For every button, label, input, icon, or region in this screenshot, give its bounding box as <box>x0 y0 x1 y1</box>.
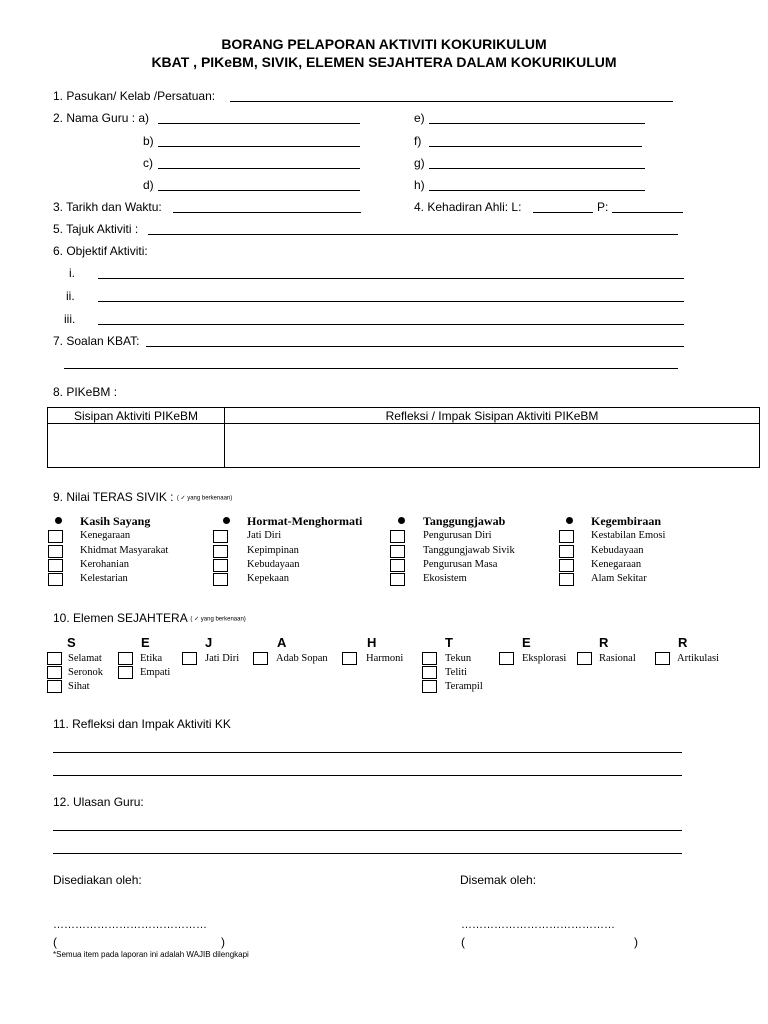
guru-e-label: e) <box>414 111 425 125</box>
soalan-field-2[interactable] <box>64 368 678 369</box>
pasukan-field[interactable] <box>230 101 673 102</box>
kehadiran-l-field[interactable] <box>533 212 593 213</box>
guru-a-field[interactable] <box>158 123 360 124</box>
checkbox-khidmat-masyarakat[interactable] <box>48 545 63 558</box>
checkbox-teliti[interactable] <box>422 666 437 679</box>
pikebm-col2-header: Refleksi / Impak Sisipan Aktiviti PIKeBM <box>225 408 760 424</box>
ulasan-label: 12. Ulasan Guru: <box>53 795 144 809</box>
sejahtera-item: Empati <box>140 667 171 678</box>
pasukan-label: 1. Pasukan/ Kelab /Persatuan: <box>53 89 216 103</box>
sivik-item: Kebudayaan <box>247 559 300 570</box>
checkbox-artikulasi[interactable] <box>655 652 670 665</box>
guru-b-field[interactable] <box>158 146 360 147</box>
guru-g-field[interactable] <box>429 168 645 169</box>
checkbox-kepekaan[interactable] <box>213 573 228 586</box>
disediakan-label: Disediakan oleh: <box>53 873 142 887</box>
disediakan-signature-dots[interactable]: …………………………………… <box>53 919 207 931</box>
sivik-item: Khidmat Masyarakat <box>80 545 169 556</box>
checkbox-tanggungjawab-sivik[interactable] <box>390 545 405 558</box>
refleksi-label: 11. Refleksi dan Impak Aktiviti KK <box>53 717 231 731</box>
sivik-item: Kebudayaan <box>591 545 644 556</box>
kehadiran-p-label: P: <box>597 200 609 214</box>
nama-guru-label: 2. Nama Guru : a) <box>53 111 150 125</box>
guru-d-field[interactable] <box>158 190 360 191</box>
sejahtera-letter: E <box>141 635 150 650</box>
checkbox-harmoni[interactable] <box>342 652 357 665</box>
form-title-line2: KBAT , PIKeBM, SIVIK, ELEMEN SEJAHTERA DALAM KOKURIKULUM <box>151 54 617 70</box>
sejahtera-item: Adab Sopan <box>276 653 328 664</box>
sejahtera-item: Seronok <box>68 667 103 678</box>
sivik-item: Kenegaraan <box>591 559 642 570</box>
checkbox-kestabilan-emosi[interactable] <box>559 530 574 543</box>
sivik-note: ( ✓ yang berkenaan) <box>176 495 233 502</box>
sejahtera-item: Terampil <box>445 681 483 692</box>
sivik-item: Ekosistem <box>423 573 467 584</box>
guru-c-field[interactable] <box>158 168 360 169</box>
sejahtera-item: Selamat <box>68 653 102 664</box>
sejahtera-letter: T <box>445 635 453 650</box>
pikebm-label: 8. PIKeBM : <box>53 385 118 399</box>
tajuk-field[interactable] <box>148 234 678 235</box>
guru-f-label: f) <box>414 134 422 148</box>
tajuk-label: 5. Tajuk Aktiviti : <box>53 222 139 236</box>
disemak-label: Disemak oleh: <box>460 873 537 887</box>
guru-h-field[interactable] <box>429 190 645 191</box>
sejahtera-item: Artikulasi <box>677 653 719 664</box>
sivik-item: Kepekaan <box>247 573 289 584</box>
disemak-paren-open: ( <box>461 935 465 949</box>
sejahtera-item: Teliti <box>445 667 468 678</box>
sejahtera-letter: E <box>522 635 531 650</box>
sejahtera-letter: J <box>205 635 213 650</box>
pikebm-col1-header: Sisipan Aktiviti PIKeBM <box>48 408 225 424</box>
sivik-item: Jati Diri <box>247 530 282 541</box>
checkbox-terampil[interactable] <box>422 680 437 693</box>
guru-g-label: g) <box>414 156 425 170</box>
objektif-label: 6. Objektif Aktiviti: <box>53 244 148 258</box>
sivik-heading-4: Kegembiraan <box>591 514 661 528</box>
sivik-label: 9. Nilai TERAS SIVIK : ( ✓ yang berkenaan) <box>53 490 233 504</box>
sivik-heading-3: Tanggungjawab <box>423 514 506 528</box>
checkbox-etika[interactable] <box>118 652 133 665</box>
sejahtera-letter: R <box>599 635 609 650</box>
pikebm-table <box>47 407 760 468</box>
checkbox-rasional[interactable] <box>577 652 592 665</box>
pikebm-refleksi-cell[interactable] <box>225 424 760 468</box>
sivik-item: Pengurusan Masa <box>423 559 498 570</box>
guru-d-label: d) <box>143 178 154 192</box>
checkbox-alam-sekitar[interactable] <box>559 573 574 586</box>
checkbox-eksplorasi[interactable] <box>499 652 514 665</box>
soalan-field-1[interactable] <box>146 346 684 347</box>
kehadiran-label: 4. Kehadiran Ahli: L: <box>414 200 522 214</box>
objektif-iii-label: iii. <box>64 312 76 326</box>
sivik-bullet-1 <box>55 517 62 524</box>
guru-c-label: c) <box>143 156 153 170</box>
sejahtera-item: Rasional <box>599 653 636 664</box>
tarikh-label: 3. Tarikh dan Waktu: <box>53 200 162 214</box>
checkbox-ekosistem[interactable] <box>390 573 405 586</box>
guru-f-field[interactable] <box>429 146 642 147</box>
objektif-i-field[interactable] <box>98 278 684 279</box>
sivik-item: Pengurusan Diri <box>423 530 492 541</box>
guru-b-label: b) <box>143 134 154 148</box>
sivik-item: Kenegaraan <box>80 530 131 541</box>
form-title-line1: BORANG PELAPORAN AKTIVITI KOKURIKULUM <box>221 36 547 52</box>
checkbox-sihat[interactable] <box>47 680 62 693</box>
sivik-item: Tanggungjawab Sivik <box>423 545 515 556</box>
checkbox-kepimpinan[interactable] <box>213 545 228 558</box>
sejahtera-letter: A <box>277 635 287 650</box>
soalan-label: 7. Soalan KBAT: <box>53 334 140 348</box>
checkbox-tekun[interactable] <box>422 652 437 665</box>
sivik-item: Kepimpinan <box>247 545 299 556</box>
sejahtera-item: Eksplorasi <box>522 653 567 664</box>
footnote: *Semua item pada laporan ini adalah WAJIB dilengkapi <box>53 950 249 959</box>
checkbox-kerohanian[interactable] <box>48 559 63 572</box>
sivik-item: Kestabilan Emosi <box>591 530 666 541</box>
ulasan-field-2[interactable] <box>53 853 682 854</box>
sejahtera-item: Jati Diri <box>205 653 240 664</box>
pikebm-sisipan-cell[interactable] <box>48 424 225 468</box>
sejahtera-item: Tekun <box>445 653 472 664</box>
checkbox-jati-diri[interactable] <box>213 530 228 543</box>
sivik-heading-2: Hormat-Menghormati <box>247 514 363 528</box>
sejahtera-item: Harmoni <box>366 653 404 664</box>
checkbox-selamat[interactable] <box>47 652 62 665</box>
objektif-iii-field[interactable] <box>98 324 684 325</box>
guru-e-field[interactable] <box>429 123 645 124</box>
sejahtera-letter: R <box>678 635 688 650</box>
checkbox-kelestarian[interactable] <box>48 573 63 586</box>
sejahtera-letter: S <box>67 635 76 650</box>
kehadiran-p-field[interactable] <box>612 212 683 213</box>
sejahtera-item: Etika <box>140 653 163 664</box>
sivik-item: Kelestarian <box>80 573 128 584</box>
sivik-heading-1: Kasih Sayang <box>80 514 151 528</box>
sivik-item: Kerohanian <box>80 559 129 570</box>
sivik-item: Alam Sekitar <box>591 573 647 584</box>
sejahtera-item: Sihat <box>68 681 90 692</box>
guru-h-label: h) <box>414 178 425 192</box>
disediakan-paren-open: ( <box>53 935 57 949</box>
refleksi-field-2[interactable] <box>53 775 682 776</box>
checkbox-adab-sopan[interactable] <box>253 652 268 665</box>
tarikh-field[interactable] <box>173 212 361 213</box>
sejahtera-label: 10. Elemen SEJAHTERA ( ✓ yang berkenaan) <box>53 611 246 625</box>
checkbox-kebudayaan[interactable] <box>213 559 228 572</box>
refleksi-field-1[interactable] <box>53 752 682 753</box>
sejahtera-letter: H <box>367 635 377 650</box>
objektif-ii-label: ii. <box>66 289 75 303</box>
objektif-ii-field[interactable] <box>98 301 684 302</box>
ulasan-field-1[interactable] <box>53 830 682 831</box>
sejahtera-note: ( ✓ yang berkenaan) <box>190 616 246 623</box>
sivik-bullet-2 <box>223 517 230 524</box>
checkbox-kenegaraan-2[interactable] <box>559 559 574 572</box>
checkbox-jati-diri-sejahtera[interactable] <box>182 652 197 665</box>
sivik-bullet-3 <box>398 517 405 524</box>
checkbox-seronok[interactable] <box>47 666 62 679</box>
disemak-signature-dots[interactable]: …………………………………… <box>461 919 615 931</box>
disemak-paren-close: ) <box>634 935 638 949</box>
checkbox-pengurusan-diri[interactable] <box>390 530 405 543</box>
checkbox-kebudayaan-2[interactable] <box>559 545 574 558</box>
checkbox-pengurusan-masa[interactable] <box>390 559 405 572</box>
checkbox-kenegaraan[interactable] <box>48 530 63 543</box>
objektif-i-label: i. <box>69 266 75 280</box>
sivik-bullet-4 <box>566 517 573 524</box>
disediakan-paren-close: ) <box>221 935 225 949</box>
checkbox-empati[interactable] <box>118 666 133 679</box>
